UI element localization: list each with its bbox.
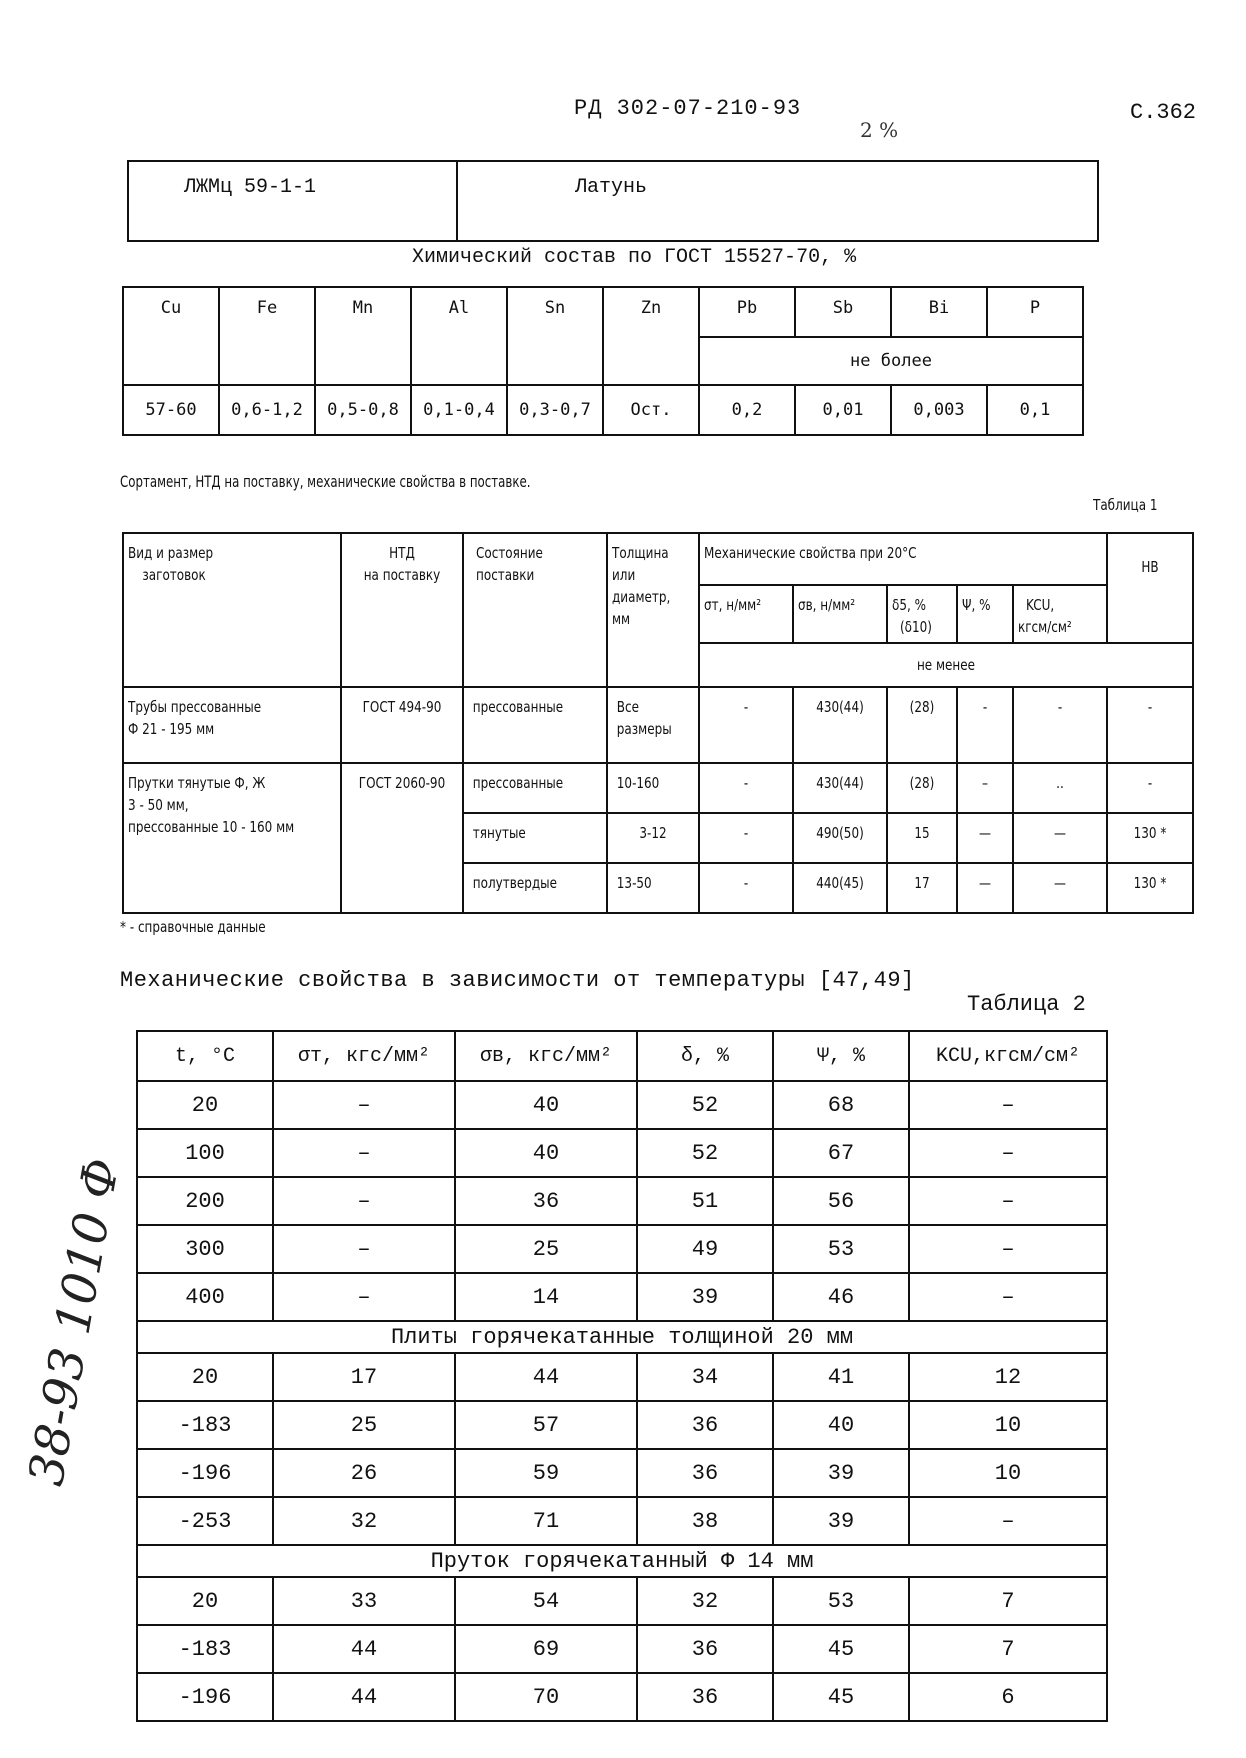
cell-temp: 200 xyxy=(137,1177,273,1225)
cell-sv: 490(50) xyxy=(793,813,887,863)
cell-sigma-v: 25 xyxy=(455,1225,637,1273)
cell-delta: 17 xyxy=(887,863,957,913)
cell-temp: 20 xyxy=(137,1081,273,1129)
th-sigma-v: σв, кгс/мм² xyxy=(455,1031,637,1081)
cell-st: - xyxy=(699,813,793,863)
cell-sigma-t: – xyxy=(273,1273,455,1321)
chem-value: 0,6-1,2 xyxy=(219,385,315,435)
cell-kcu: – xyxy=(909,1497,1107,1545)
cell-sigma-t: 26 xyxy=(273,1449,455,1497)
chem-value: 0,1-0,4 xyxy=(411,385,507,435)
cell-sigma-v: 40 xyxy=(455,1081,637,1129)
section-row xyxy=(137,1321,1107,1353)
cell-kcu: - xyxy=(1013,687,1107,763)
chem-header: Al xyxy=(411,287,507,385)
cell-state: полутвердые xyxy=(463,863,607,913)
cell-kcu: 7 xyxy=(909,1625,1107,1673)
chem-caption: Химический состав по ГОСТ 15527-70, % xyxy=(412,246,857,269)
table-row xyxy=(137,1225,1107,1273)
cell-psi: - xyxy=(957,687,1013,763)
cell-hb: - xyxy=(1107,763,1193,813)
cell-sigma-v: 69 xyxy=(455,1625,637,1673)
cell-kind: Трубы прессованные Ф 21 - 195 мм xyxy=(123,687,341,763)
cell-temp: -183 xyxy=(137,1625,273,1673)
cell-st: - xyxy=(699,863,793,913)
cell-temp: -253 xyxy=(137,1497,273,1545)
cell-psi: – xyxy=(957,763,1013,813)
mech-caption: Механические свойства в зависимости от температуры [47,49] xyxy=(120,968,915,993)
chem-header: Cu xyxy=(123,287,219,385)
cell-kcu: 7 xyxy=(909,1577,1107,1625)
material-box xyxy=(127,160,1099,242)
cell-state: прессованные xyxy=(463,687,607,763)
chem-header: Sb xyxy=(795,287,891,337)
material-type: Латунь xyxy=(575,176,648,199)
cell-hb: - xyxy=(1107,687,1193,763)
cell-kcu: 12 xyxy=(909,1353,1107,1401)
chem-header: Fe xyxy=(219,287,315,385)
cell-sv: 430(44) xyxy=(793,687,887,763)
cell-kcu: 6 xyxy=(909,1673,1107,1721)
th-min: не менее xyxy=(699,643,1193,687)
chem-header: P xyxy=(987,287,1083,337)
cell-kcu: 10 xyxy=(909,1449,1107,1497)
cell-temp: 300 xyxy=(137,1225,273,1273)
cell-delta: 34 xyxy=(637,1353,773,1401)
cell-psi: 39 xyxy=(773,1497,909,1545)
section-title: Пруток горячекатанный Ф 14 мм xyxy=(137,1545,1107,1577)
cell-delta: 52 xyxy=(637,1081,773,1129)
chem-note: не более xyxy=(699,337,1083,385)
cell-state: прессованные xyxy=(463,763,607,813)
cell-sigma-v: 70 xyxy=(455,1673,637,1721)
cell-psi: 56 xyxy=(773,1177,909,1225)
cell-delta: 49 xyxy=(637,1225,773,1273)
cell-kcu: – xyxy=(909,1129,1107,1177)
th-temp: t, °C xyxy=(137,1031,273,1081)
cell-state: тянутые xyxy=(463,813,607,863)
cell-st: - xyxy=(699,763,793,813)
cell-sigma-v: 14 xyxy=(455,1273,637,1321)
cell-hb: 130 * xyxy=(1107,863,1193,913)
th-kcu: KCU, кгсм/см² xyxy=(1013,585,1107,643)
cell-delta: (28) xyxy=(887,687,957,763)
cell-kcu: .. xyxy=(1013,763,1107,813)
cell-kcu: — xyxy=(1013,813,1107,863)
cell-psi: — xyxy=(957,813,1013,863)
cell-psi: 45 xyxy=(773,1673,909,1721)
cell-sigma-t: 44 xyxy=(273,1625,455,1673)
table2-label: Таблица 2 xyxy=(967,992,1086,1017)
table-row xyxy=(137,1401,1107,1449)
cell-psi: — xyxy=(957,863,1013,913)
th-state: Состояние поставки xyxy=(463,533,607,687)
cell-psi: 45 xyxy=(773,1625,909,1673)
cell-sigma-v: 40 xyxy=(455,1129,637,1177)
cell-ntd: ГОСТ 494-90 xyxy=(341,687,463,763)
cell-sigma-v: 36 xyxy=(455,1177,637,1225)
th-thickness: Толщина или диаметр, мм xyxy=(607,533,699,687)
cell-delta: (28) xyxy=(887,763,957,813)
cell-psi: 40 xyxy=(773,1401,909,1449)
material-grade: ЛЖМц 59-1-1 xyxy=(184,176,317,199)
section-row xyxy=(137,1545,1107,1577)
temperature-table xyxy=(136,1030,1108,1722)
cell-kcu: – xyxy=(909,1081,1107,1129)
cell-sv: 440(45) xyxy=(793,863,887,913)
cell-sigma-t: 33 xyxy=(273,1577,455,1625)
chem-header: Zn xyxy=(603,287,699,385)
cell-temp: 400 xyxy=(137,1273,273,1321)
table-row xyxy=(137,1129,1107,1177)
cell-delta: 36 xyxy=(637,1673,773,1721)
th-ntd: НТД на поставку xyxy=(341,533,463,687)
cell-kcu: 10 xyxy=(909,1401,1107,1449)
sortament-caption: Сортамент, НТД на поставку, механические свойства в поставке. xyxy=(120,472,531,491)
cell-psi: 53 xyxy=(773,1225,909,1273)
cell-psi: 67 xyxy=(773,1129,909,1177)
th-delta: δ, % xyxy=(637,1031,773,1081)
table-row xyxy=(137,1673,1107,1721)
table-row xyxy=(137,1449,1107,1497)
cell-ntd: ГОСТ 2060-90 xyxy=(341,763,463,913)
cell-thickness: 10-160 xyxy=(607,763,699,813)
cell-delta: 36 xyxy=(637,1449,773,1497)
chem-value: 0,3-0,7 xyxy=(507,385,603,435)
chem-header: Pb xyxy=(699,287,795,337)
page-number: С.362 xyxy=(1130,100,1197,125)
chem-value: Ост. xyxy=(603,385,699,435)
cell-hb: 130 * xyxy=(1107,813,1193,863)
cell-sv: 430(44) xyxy=(793,763,887,813)
footnote: * - справочные данные xyxy=(120,918,266,936)
cell-sigma-t: 25 xyxy=(273,1401,455,1449)
cell-sigma-t: 44 xyxy=(273,1673,455,1721)
cell-thickness: Все размеры xyxy=(607,687,699,763)
cell-sigma-t: – xyxy=(273,1129,455,1177)
cell-temp: -183 xyxy=(137,1401,273,1449)
table-row xyxy=(137,1577,1107,1625)
cell-sigma-t: – xyxy=(273,1081,455,1129)
assortment-table xyxy=(122,532,1194,914)
th-sv: σв, н/мм² xyxy=(793,585,887,643)
cell-temp: 20 xyxy=(137,1577,273,1625)
cell-psi: 53 xyxy=(773,1577,909,1625)
cell-sigma-t: – xyxy=(273,1225,455,1273)
cell-thickness: 13-50 xyxy=(607,863,699,913)
cell-delta: 52 xyxy=(637,1129,773,1177)
cell-sigma-v: 71 xyxy=(455,1497,637,1545)
chem-value: 0,5-0,8 xyxy=(315,385,411,435)
cell-temp: -196 xyxy=(137,1449,273,1497)
cell-delta: 36 xyxy=(637,1401,773,1449)
chem-value: 57-60 xyxy=(123,385,219,435)
chem-value: 0,1 xyxy=(987,385,1083,435)
section-title: Плиты горячекатанные толщиной 20 мм xyxy=(137,1321,1107,1353)
cell-delta: 36 xyxy=(637,1625,773,1673)
document-code: РД 302-07-210-93 xyxy=(574,96,802,121)
cell-kcu: – xyxy=(909,1273,1107,1321)
cell-temp: -196 xyxy=(137,1673,273,1721)
cell-delta: 38 xyxy=(637,1497,773,1545)
th-mech: Механические свойства при 20°С xyxy=(699,533,1107,585)
table-row xyxy=(137,1081,1107,1129)
cell-st: - xyxy=(699,687,793,763)
th-kcu: KCU,кгсм/см² xyxy=(909,1031,1107,1081)
chem-value: 0,01 xyxy=(795,385,891,435)
cell-delta: 15 xyxy=(887,813,957,863)
cell-psi: 46 xyxy=(773,1273,909,1321)
table-row xyxy=(137,1353,1107,1401)
table1-label: Таблица 1 xyxy=(1093,496,1158,514)
handwritten-note: 38-93 1010 Ф xyxy=(18,1154,131,1490)
cell-delta: 39 xyxy=(637,1273,773,1321)
cell-kcu: – xyxy=(909,1225,1107,1273)
pen-mark: 2 % xyxy=(860,118,899,142)
th-psi: Ψ, % xyxy=(957,585,1013,643)
cell-temp: 100 xyxy=(137,1129,273,1177)
cell-psi: 41 xyxy=(773,1353,909,1401)
cell-sigma-t: – xyxy=(273,1177,455,1225)
cell-kcu: – xyxy=(909,1177,1107,1225)
table-row xyxy=(137,1625,1107,1673)
cell-kind: Прутки тянутые Ф, Ж 3 - 50 мм, прессованные 10 - 160 мм xyxy=(123,763,341,913)
cell-thickness: 3-12 xyxy=(607,813,699,863)
cell-sigma-v: 57 xyxy=(455,1401,637,1449)
table-row xyxy=(137,1497,1107,1545)
th-kind: Вид и размер заготовок xyxy=(123,533,341,687)
cell-psi: 68 xyxy=(773,1081,909,1129)
cell-temp: 20 xyxy=(137,1353,273,1401)
cell-sigma-v: 59 xyxy=(455,1449,637,1497)
cell-sigma-v: 54 xyxy=(455,1577,637,1625)
cell-delta: 51 xyxy=(637,1177,773,1225)
th-psi: Ψ, % xyxy=(773,1031,909,1081)
cell-kcu: — xyxy=(1013,863,1107,913)
chem-table xyxy=(122,286,1084,436)
cell-delta: 32 xyxy=(637,1577,773,1625)
th-hb: НВ xyxy=(1107,533,1193,643)
cell-psi: 39 xyxy=(773,1449,909,1497)
table-row xyxy=(137,1273,1107,1321)
chem-header: Sn xyxy=(507,287,603,385)
chem-header: Bi xyxy=(891,287,987,337)
cell-sigma-v: 44 xyxy=(455,1353,637,1401)
th-sigma-t: σт, кгс/мм² xyxy=(273,1031,455,1081)
chem-value: 0,2 xyxy=(699,385,795,435)
th-st: σт, н/мм² xyxy=(699,585,793,643)
th-delta: δ5, % (δ10) xyxy=(887,585,957,643)
chem-value: 0,003 xyxy=(891,385,987,435)
cell-sigma-t: 32 xyxy=(273,1497,455,1545)
chem-header: Mn xyxy=(315,287,411,385)
table-row xyxy=(137,1177,1107,1225)
cell-sigma-t: 17 xyxy=(273,1353,455,1401)
